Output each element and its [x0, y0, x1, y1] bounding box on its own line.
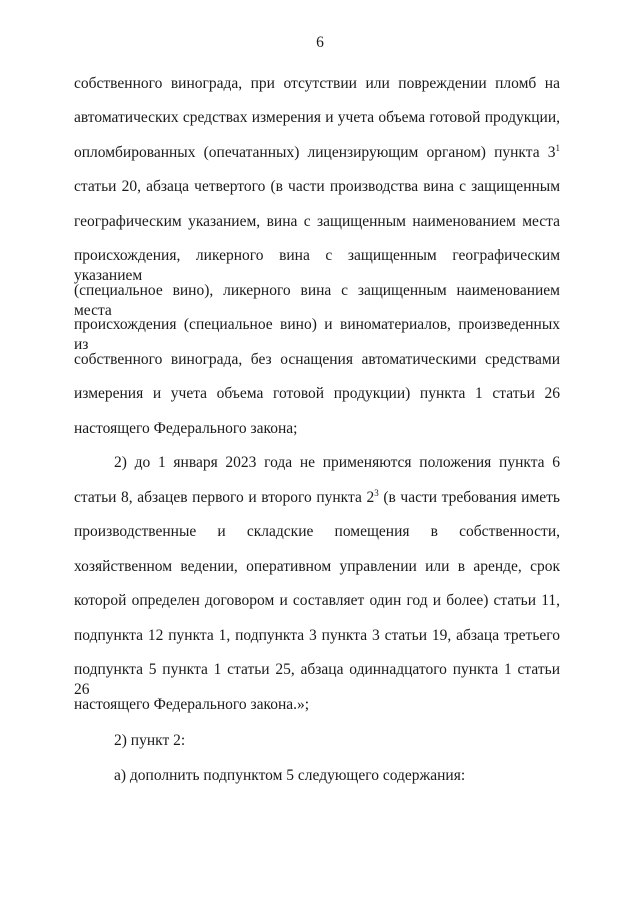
paragraph-2-line-2	[74, 488, 560, 508]
paragraph-2-line-2-text-a: статьи 8, абзацев первого и второго пункта 2	[74, 489, 375, 506]
paragraph-2-line-6: подпункта 12 пункта 1, подпункта 3 пункта 3 статьи 19, абзаца третьего	[74, 627, 560, 644]
paragraph-2-line-7: подпункта 5 пункта 1 статьи 25, абзаца одиннадцатого пункта 1 статьи 26	[74, 661, 560, 698]
paragraph-1-line-4: статьи 20, абзаца четвертого (в части производства вина с защищенным	[74, 178, 560, 195]
paragraph-1-line-11: настоящего Федерального закона;	[74, 420, 298, 437]
paragraph-1-line-3-text: опломбированных (опечатанных) лицензирующим органом) пункта 3	[74, 144, 556, 161]
paragraph-1-line-2: автоматических средствах измерения и учета объема готовой продукции,	[74, 109, 560, 126]
superscript-1: 1	[555, 142, 560, 153]
item-a-text: а) дополнить подпунктом 5 следующего содержания:	[114, 767, 466, 784]
paragraph-1-line-10: измерения и учета объема готовой продукции) пункта 1 статьи 26	[74, 385, 560, 402]
paragraph-2-line-2-text-b: (в части требования иметь	[378, 489, 561, 506]
paragraph-1-line-7: (специальное вино), ликерного вина с защищенным наименованием места	[74, 282, 560, 319]
paragraph-2-line-5: которой определен договором и составляет один год и более) статьи 11,	[74, 592, 560, 609]
page-number: 6	[316, 34, 324, 51]
paragraph-1-line-8: происхождения (специальное вино) и виноматериалов, произведенных из	[74, 316, 560, 353]
paragraph-1-line-6: происхождения, ликерного вина с защищенным географическим указанием	[74, 247, 560, 284]
paragraph-2-line-4: хозяйственном ведении, оперативном управлении или в аренде, срок	[74, 558, 560, 575]
superscript-3: 3	[374, 487, 379, 498]
item-2-heading: 2) пункт 2:	[114, 732, 186, 749]
paragraph-1-line-9: собственного винограда, без оснащения автоматическими средствами	[74, 351, 560, 368]
paragraph-2-line-3: производственные и складские помещения в собственности,	[74, 523, 560, 540]
paragraph-2-line-8: настоящего Федерального закона.»;	[74, 696, 310, 713]
paragraph-2-line-1: 2) до 1 января 2023 года не применяются положения пункта 6	[114, 454, 560, 471]
paragraph-1-line-1: собственного винограда, при отсутствии или повреждении пломб на	[74, 75, 560, 92]
paragraph-1-line-5: географическим указанием, вина с защищенным наименованием места	[74, 213, 560, 230]
paragraph-1-line-3	[74, 143, 560, 163]
